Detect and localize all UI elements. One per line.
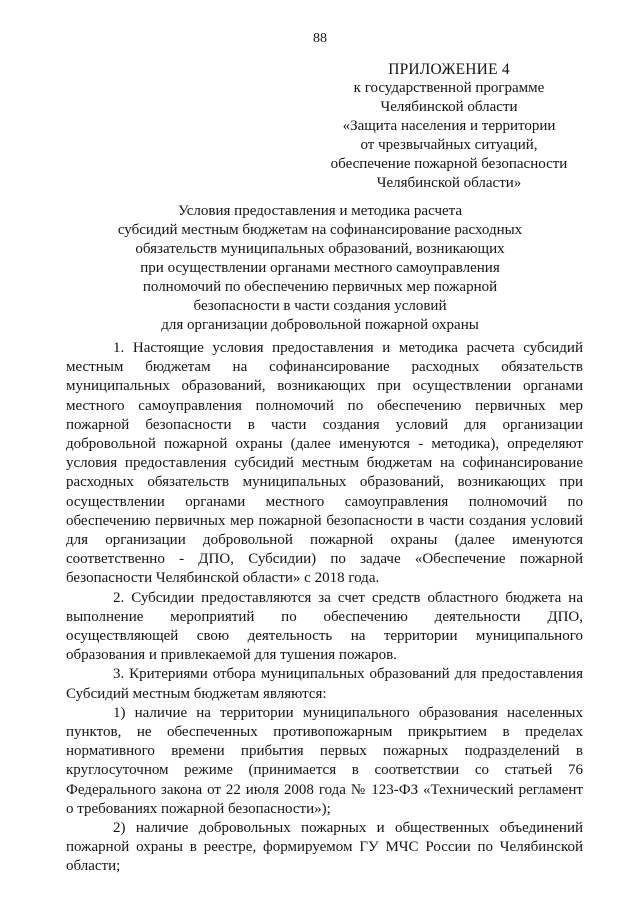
title-line: обязательств муниципальных образований, возникающих bbox=[135, 241, 505, 257]
paragraph-line: нормативного времени прибытия первых пожарных подразделений в bbox=[66, 743, 583, 760]
paragraph bbox=[66, 704, 583, 819]
paragraph bbox=[66, 339, 583, 589]
paragraph-line: 3. Критериями отбора муниципальных образований для предоставления bbox=[113, 666, 583, 683]
paragraph-line: соответственно - ДПО, Субсидии) по задаче «Обеспечение пожарной bbox=[66, 551, 583, 568]
paragraph-line: 1. Настоящие условия предоставления и методика расчета субсидий bbox=[113, 340, 583, 356]
paragraph-line: пожарной охраны в реестре, формируемом ГУ МЧС России по Челябинской bbox=[66, 839, 583, 856]
paragraph-line: области; bbox=[66, 858, 121, 875]
appendix-line: Челябинской области» bbox=[376, 175, 522, 191]
paragraph-line: местным бюджетам на софинансирование расходных обязательств bbox=[66, 359, 583, 376]
paragraph-line: 2. Субсидии предоставляются за счет средств областного бюджета на bbox=[113, 589, 583, 606]
appendix-line: «Защита населения и территории bbox=[342, 118, 556, 134]
appendix-title: ПРИЛОЖЕНИЕ 4 bbox=[388, 61, 510, 78]
paragraph-line: пунктов, не обеспеченных противопожарным прикрытием в пределах bbox=[66, 724, 583, 741]
title-line: полномочий по обеспечению первичных мер пожарной bbox=[142, 279, 498, 295]
paragraph-line: 2) наличие добровольных пожарных и общественных объединений bbox=[113, 820, 583, 837]
paragraph-line: круглосуточном режиме (принимается в соответствии со статьей 76 bbox=[66, 762, 583, 779]
paragraph-line: местного самоуправления полномочий по обеспечению первичных мер bbox=[66, 397, 583, 414]
document-title bbox=[66, 202, 574, 335]
paragraph bbox=[66, 589, 583, 666]
paragraph-line: для организации добровольной пожарной охраны (далее именуются bbox=[66, 532, 583, 549]
appendix-line: к государственной программе bbox=[353, 80, 545, 96]
paragraph-line: образования и привлекаемой для тушения пожаров. bbox=[66, 647, 397, 664]
paragraph-line: условия предоставления субсидий местным бюджетам на софинансирование bbox=[66, 455, 583, 472]
title-line: субсидий местным бюджетам на софинансирование расходных bbox=[117, 222, 523, 238]
paragraph-line: муниципальных образований, возникающих при осуществлении органами bbox=[66, 378, 583, 395]
title-line: безопасности в части создания условий bbox=[193, 298, 447, 314]
paragraph-line: осуществляющей свою деятельность на территории муниципального bbox=[66, 628, 583, 645]
paragraph-line: осуществлении органами местного самоуправления полномочий по bbox=[66, 493, 583, 510]
appendix-line: обеспечение пожарной безопасности bbox=[330, 156, 568, 172]
title-line: Условия предоставления и методика расчета bbox=[177, 203, 463, 219]
paragraph-line: безопасности Челябинской области» с 2018 года. bbox=[66, 570, 380, 587]
document-body bbox=[66, 339, 583, 877]
appendix-header bbox=[328, 60, 570, 193]
appendix-line: от чрезвычайных ситуаций, bbox=[360, 137, 538, 153]
paragraph-line: выполнение мероприятий по обеспечению деятельности ДПО, bbox=[66, 608, 583, 625]
title-line: при осуществлении органами местного самоуправления bbox=[140, 260, 500, 276]
paragraph-line: о требованиях пожарной безопасности»); bbox=[66, 800, 331, 817]
paragraph bbox=[66, 819, 583, 877]
page-number: 88 bbox=[313, 31, 327, 46]
paragraph-line: пожарной безопасности в части создания условий для организации bbox=[66, 416, 583, 433]
paragraph-line: 1) наличие на территории муниципального образования населенных bbox=[113, 704, 583, 721]
title-line: для организации добровольной пожарной охраны bbox=[161, 317, 479, 333]
paragraph-line: расходных обязательств муниципальных образований, возникающих при bbox=[66, 474, 583, 491]
paragraph-line: Федерального закона от 22 июля 2008 года № 123-ФЗ «Технический регламент bbox=[66, 781, 583, 798]
paragraph-line: Субсидий местным бюджетам являются: bbox=[66, 685, 327, 702]
paragraph bbox=[66, 665, 583, 703]
appendix-line: Челябинской области bbox=[380, 99, 518, 115]
paragraph-line: обеспечению первичных мер пожарной безопасности в части создания условий bbox=[66, 512, 583, 529]
paragraph-line: добровольной пожарной охраны (далее именуются - методика), определяют bbox=[66, 436, 583, 453]
